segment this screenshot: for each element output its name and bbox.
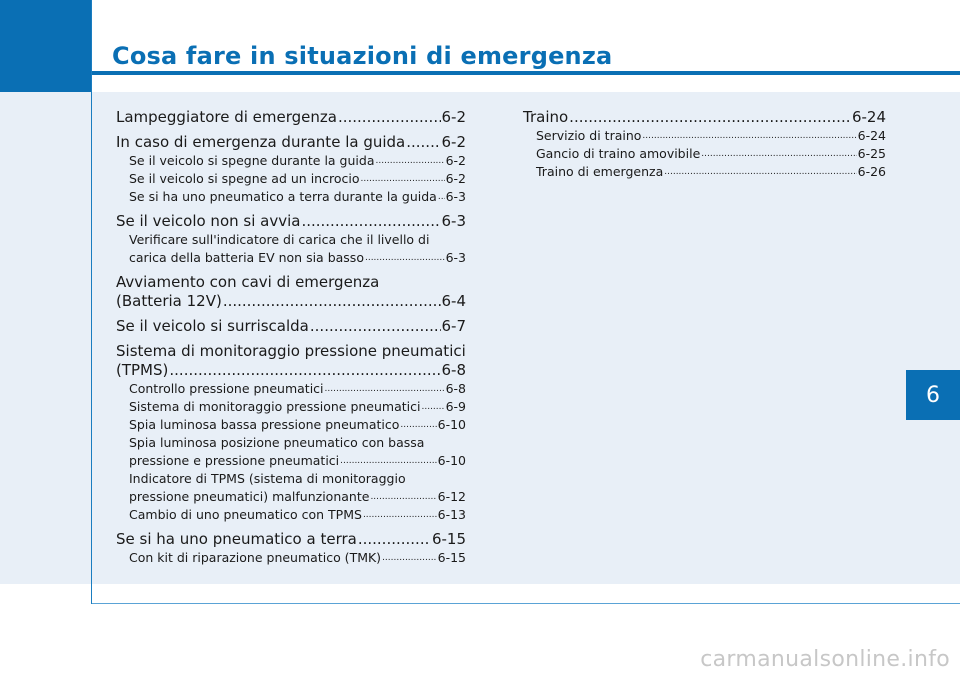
toc-dot-leader xyxy=(365,249,445,267)
toc-entry-title: (TPMS) xyxy=(116,361,169,379)
toc-subentry-title: pressione pneumatici) malfunzionante xyxy=(129,489,370,504)
toc-dot-leader xyxy=(370,488,436,506)
toc-subentry[interactable] xyxy=(116,452,466,470)
toc-dot-leader xyxy=(642,127,856,145)
toc-subentry-line[interactable]: Verificare sull'indicatore di carica che il livello di xyxy=(129,232,430,247)
toc-entry[interactable] xyxy=(116,530,466,549)
toc-subentry-title: Gancio di traino amovibile xyxy=(536,146,701,161)
toc-subentry-page: 6-3 xyxy=(445,250,466,265)
toc-dot-leader xyxy=(438,188,445,206)
toc-subentry[interactable] xyxy=(116,398,466,416)
toc-subentry[interactable] xyxy=(116,416,466,434)
toc-entry[interactable] xyxy=(116,212,466,231)
toc-subentry[interactable] xyxy=(116,380,466,398)
chapter-tab[interactable] xyxy=(906,370,960,420)
toc-subentry-page: 6-2 xyxy=(445,171,466,186)
toc-entry[interactable] xyxy=(116,292,466,311)
toc-dot-leader xyxy=(375,152,444,170)
toc-dot-leader xyxy=(223,292,441,311)
toc-dot-leader xyxy=(701,145,856,163)
toc-entry-page: 6-15 xyxy=(431,530,466,548)
page-title: Cosa fare in situazioni di emergenza xyxy=(112,42,613,70)
toc-entry-title: Lampeggiatore di emergenza xyxy=(116,108,337,126)
toc-entry-title: (Batteria 12V) xyxy=(116,292,222,310)
toc-subentry-title: Con kit di riparazione pneumatico (TMK) xyxy=(129,550,382,565)
toc-subentry-title: Spia luminosa bassa pressione pneumatico xyxy=(129,417,400,432)
toc-dot-leader xyxy=(400,416,436,434)
toc-entry[interactable] xyxy=(523,108,886,127)
toc-subentry[interactable] xyxy=(116,549,466,567)
toc-dot-leader xyxy=(382,549,437,567)
toc-subentry-title: Se il veicolo si spegne durante la guida xyxy=(129,153,375,168)
toc-entry-page: 6-4 xyxy=(441,292,466,310)
toc-right-column xyxy=(523,108,886,181)
toc-entry-page: 6-3 xyxy=(441,212,466,230)
toc-entry[interactable] xyxy=(116,108,466,127)
toc-entry-page: 6-7 xyxy=(441,317,466,335)
toc-entry-title: Traino xyxy=(523,108,569,126)
toc-subentry-page: 6-10 xyxy=(437,453,466,468)
toc-subentry-title: Servizio di traino xyxy=(536,128,642,143)
left-margin-rule xyxy=(91,0,92,604)
toc-entry[interactable] xyxy=(116,133,466,152)
toc-entry-title: Se il veicolo non si avvia xyxy=(116,212,301,230)
watermark: carmanualsonline.info xyxy=(700,647,950,672)
toc-subentry-title: Se il veicolo si spegne ad un incrocio xyxy=(129,171,360,186)
toc-dot-leader xyxy=(421,398,444,416)
toc-entry-line[interactable]: Avviamento con cavi di emergenza xyxy=(116,273,380,291)
toc-entry-title: Se il veicolo si surriscalda xyxy=(116,317,309,335)
toc-entry-page: 6-2 xyxy=(441,133,466,151)
toc-dot-leader xyxy=(169,361,440,380)
toc-dot-leader xyxy=(360,170,444,188)
toc-entry-title: Se si ha uno pneumatico a terra xyxy=(116,530,357,548)
toc-subentry-page: 6-9 xyxy=(445,399,466,414)
toc-dot-leader xyxy=(358,530,431,549)
toc-dot-leader xyxy=(310,317,441,336)
toc-subentry-page: 6-26 xyxy=(857,164,886,179)
toc-dot-leader xyxy=(340,452,436,470)
toc-subentry-page: 6-25 xyxy=(857,146,886,161)
toc-entry[interactable] xyxy=(116,361,466,380)
toc-subentry-title: Controllo pressione pneumatici xyxy=(129,381,324,396)
toc-dot-leader xyxy=(338,108,441,127)
toc-subentry-page: 6-15 xyxy=(437,550,466,565)
chapter-number: 6 xyxy=(926,382,940,408)
toc-dot-leader xyxy=(569,108,851,127)
toc-subentry-title: carica della batteria EV non sia basso xyxy=(129,250,364,265)
toc-subentry-page: 6-8 xyxy=(445,381,466,396)
toc-subentry-page: 6-10 xyxy=(437,417,466,432)
toc-subentry[interactable] xyxy=(523,163,886,181)
toc-subentry-page: 6-12 xyxy=(437,489,466,504)
toc-subentry-title: Sistema di monitoraggio pressione pneumatici xyxy=(129,399,421,414)
toc-entry-title: In caso di emergenza durante la guida xyxy=(116,133,406,151)
corner-block xyxy=(0,0,92,92)
toc-subentry-title: Se si ha uno pneumatico a terra durante la guida xyxy=(129,189,437,204)
toc-entry-page: 6-24 xyxy=(851,108,886,126)
toc-entry[interactable] xyxy=(116,317,466,336)
toc-subentry-line[interactable]: Spia luminosa posizione pneumatico con bassa xyxy=(129,435,425,450)
toc-entry-page: 6-8 xyxy=(441,361,466,379)
title-underline xyxy=(92,71,960,75)
toc-entry-line[interactable]: Sistema di monitoraggio pressione pneumatici xyxy=(116,342,466,360)
footer-rule xyxy=(92,603,960,604)
toc-subentry-page: 6-24 xyxy=(857,128,886,143)
toc-subentry[interactable] xyxy=(116,249,466,267)
toc-subentry-line[interactable]: Indicatore di TPMS (sistema di monitoraggio xyxy=(129,471,406,486)
toc-dot-leader xyxy=(325,380,445,398)
toc-dot-leader xyxy=(664,163,856,181)
toc-subentry-title: Cambio di uno pneumatico con TPMS xyxy=(129,507,362,522)
toc-subentry-title: pressione e pressione pneumatici xyxy=(129,453,340,468)
toc-subentry-page: 6-13 xyxy=(437,507,466,522)
toc-entry-page: 6-2 xyxy=(441,108,466,126)
toc-subentry[interactable] xyxy=(523,145,886,163)
toc-subentry[interactable] xyxy=(116,152,466,170)
toc-subentry-page: 6-3 xyxy=(445,189,466,204)
toc-subentry[interactable] xyxy=(116,488,466,506)
toc-dot-leader xyxy=(363,506,437,524)
toc-subentry-page: 6-2 xyxy=(445,153,466,168)
toc-left-column xyxy=(116,108,466,567)
toc-dot-leader xyxy=(301,212,440,231)
toc-subentry-title: Traino di emergenza xyxy=(536,164,664,179)
toc-subentry[interactable] xyxy=(116,506,466,524)
toc-subentry[interactable] xyxy=(116,170,466,188)
toc-subentry[interactable] xyxy=(116,188,466,206)
toc-dot-leader xyxy=(406,133,440,152)
toc-subentry[interactable] xyxy=(523,127,886,145)
